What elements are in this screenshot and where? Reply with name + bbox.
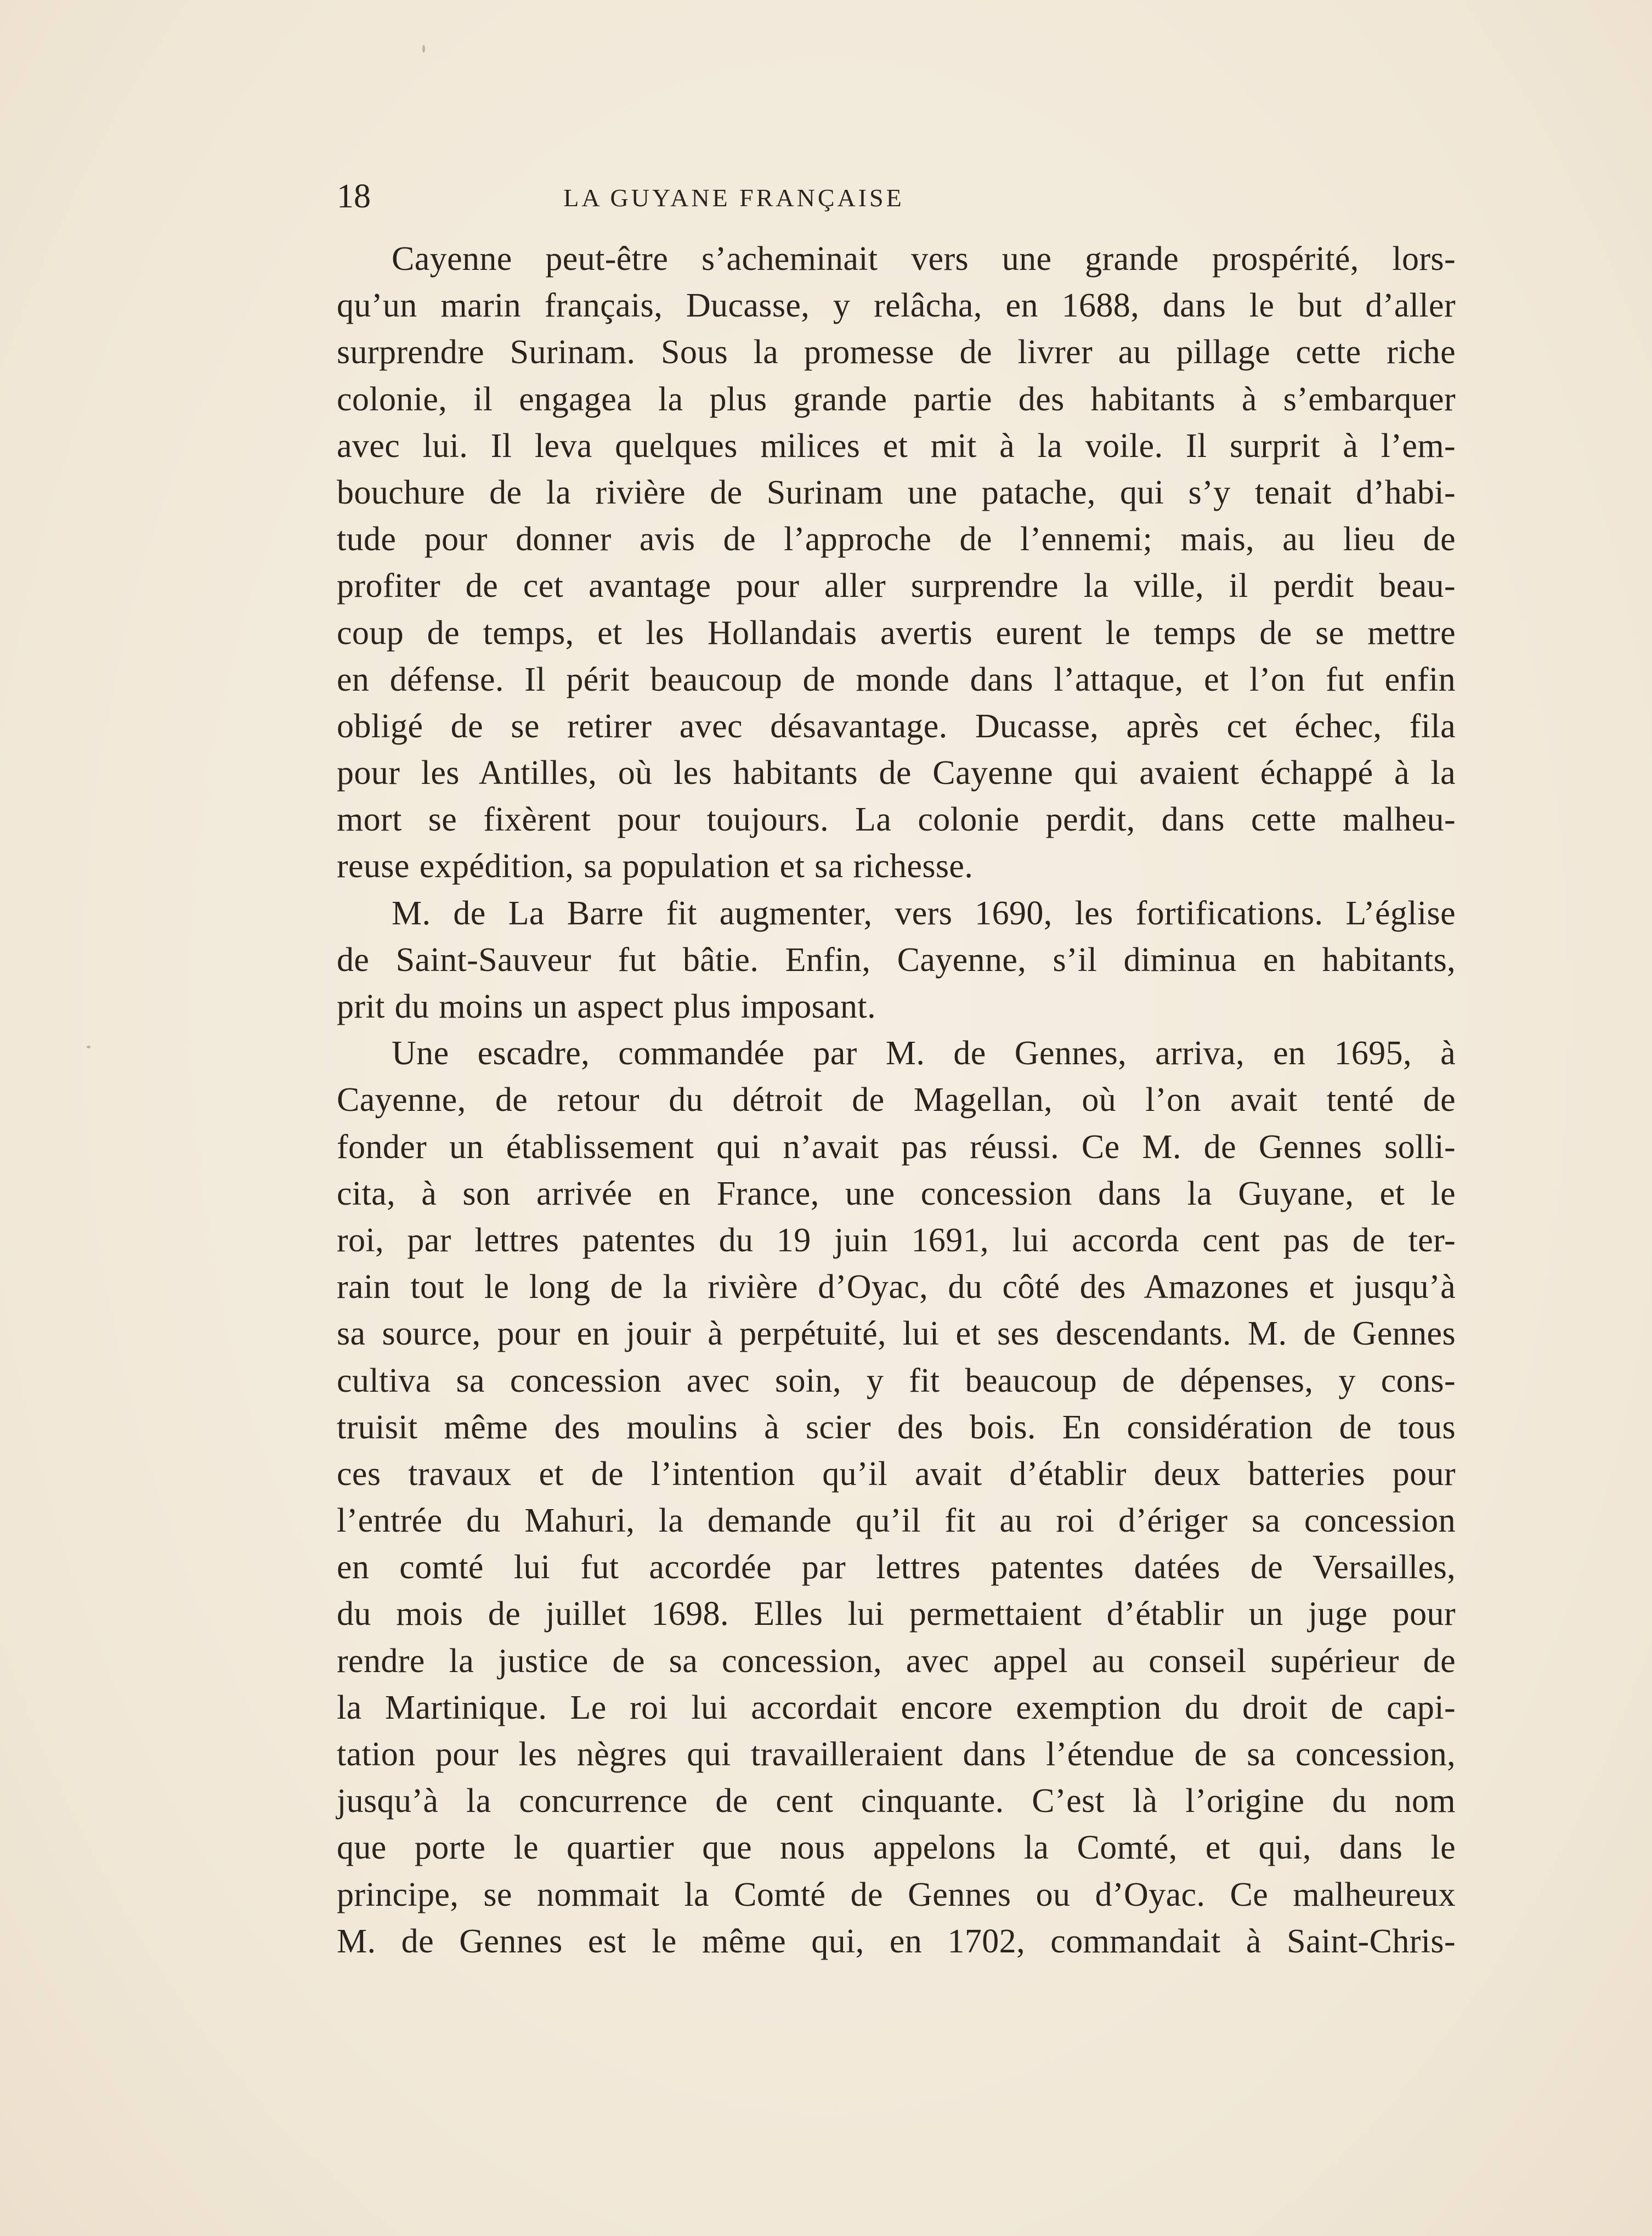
text-line: tude pour donner avis de l’approche de l’ennemi; mais, au lieu de [337,521,1456,558]
text-line: profiter de cet avantage pour aller surprendre la ville, il perdit beau- [337,567,1456,605]
text-line: ces travaux et de l’intention qu’il avait d’établir deux batteries pour [337,1455,1456,1493]
text-line: avec lui. Il leva quelques milices et mit à la voile. Il surprit à l’em- [337,427,1456,465]
text-line: fonder un établissement qui n’avait pas réussi. Ce M. de Gennes solli- [337,1128,1456,1166]
running-title: LA GUYANE FRANÇAISE [563,184,904,212]
text-line: prit du moins un aspect plus imposant. [337,988,876,1025]
text-line: bouchure de la rivière de Surinam une patache, qui s’y tenait d’habi- [337,473,1456,511]
text-line: que porte le quartier que nous appelons la Comté, et qui, dans le [337,1829,1456,1867]
text-line: Une escadre, commandée par M. de Gennes, arriva, en 1695, à [392,1035,1456,1072]
text-line: obligé de se retirer avec désavantage. Ducasse, après cet échec, fila [337,707,1456,745]
text-line: en comté lui fut accordée par lettres patentes datées de Versailles, [337,1549,1456,1586]
paper-speck [87,1046,90,1048]
text-line: qu’un marin français, Ducasse, y relâcha, en 1688, dans le but d’aller [337,287,1456,325]
text-line: rain tout le long de la rivière d’Oyac, du côté des Amazones et jusqu’à [337,1268,1456,1306]
text-line: mort se fixèrent pour toujours. La colonie perdit, dans cette malheu- [337,801,1456,839]
body-text [337,236,1456,1965]
text-line: l’entrée du Mahuri, la demande qu’il fit au roi d’ériger sa concession [337,1502,1456,1540]
text-line: sa source, pour en jouir à perpétuité, lui et ses descendants. M. de Gennes [337,1315,1456,1353]
paper-speck [422,45,425,53]
text-line: jusqu’à la concurrence de cent cinquante. C’est là l’origine du nom [337,1782,1456,1820]
text-line: de Saint-Sauveur fut bâtie. Enfin, Cayenne, s’il diminua en habitants, [337,941,1456,979]
text-line: du mois de juillet 1698. Elles lui permettaient d’établir un juge pour [337,1595,1456,1633]
page-number: 18 [337,178,371,215]
text-line: surprendre Surinam. Sous la promesse de livrer au pillage cette riche [337,334,1456,371]
text-line: reuse expédition, sa population et sa richesse. [337,848,974,885]
text-line: M. de Gennes est le même qui, en 1702, commandait à Saint-Chris- [337,1922,1456,1960]
text-line: coup de temps, et les Hollandais avertis eurent le temps de se mettre [337,614,1456,652]
text-line: truisit même des moulins à scier des bois. En considération de tous [337,1408,1456,1446]
text-line: roi, par lettres patentes du 19 juin 1691, lui accorda cent pas de ter- [337,1221,1456,1259]
text-line: M. de La Barre fit augmenter, vers 1690, les fortifications. L’église [392,894,1456,932]
text-line: rendre la justice de sa concession, avec appel au conseil supérieur de [337,1642,1456,1680]
text-line: colonie, il engagea la plus grande partie des habitants à s’embarquer [337,380,1456,418]
text-line: tation pour les nègres qui travailleraient dans l’étendue de sa concession, [337,1736,1456,1773]
text-line: en défense. Il périt beaucoup de monde dans l’attaque, et l’on fut enfin [337,660,1456,698]
text-line: principe, se nommait la Comté de Gennes ou d’Oyac. Ce malheureux [337,1876,1456,1913]
running-head [337,174,1086,218]
text-line: cultiva sa concession avec soin, y fit beaucoup de dépenses, y cons- [337,1362,1456,1399]
text-line: pour les Antilles, où les habitants de Cayenne qui avaient échappé à la [337,754,1456,792]
text-line: Cayenne peut-être s’acheminait vers une grande prospérité, lors- [392,240,1456,278]
text-line: Cayenne, de retour du détroit de Magellan, où l’on avait tenté de [337,1081,1456,1119]
text-line: la Martinique. Le roi lui accordait encore exemption du droit de capi- [337,1689,1456,1726]
text-line: cita, à son arrivée en France, une concession dans la Guyane, et le [337,1175,1456,1212]
